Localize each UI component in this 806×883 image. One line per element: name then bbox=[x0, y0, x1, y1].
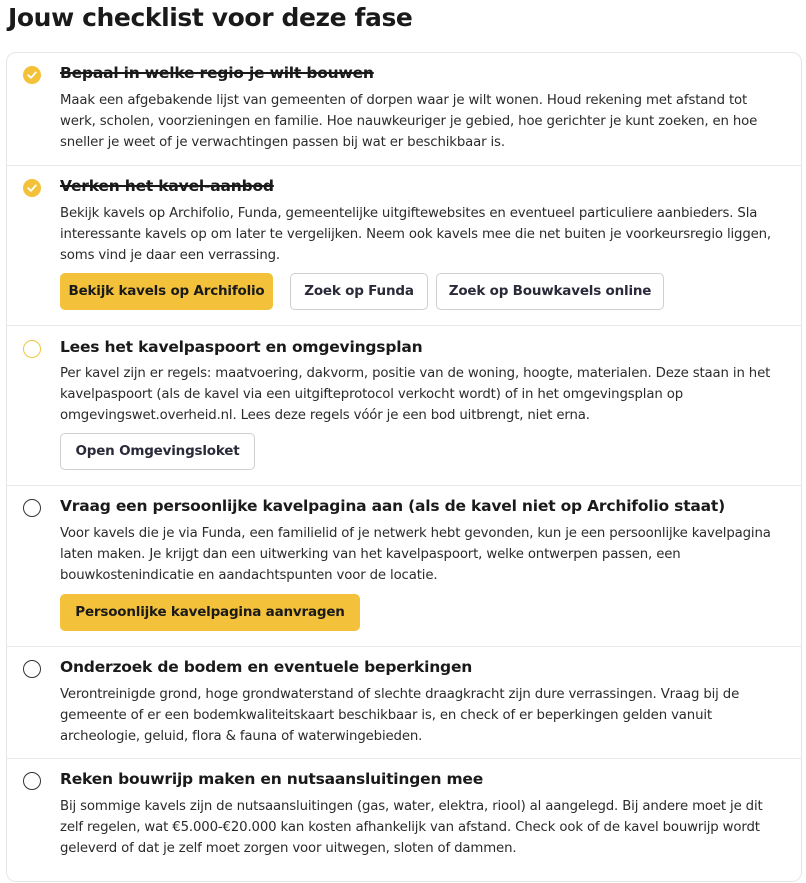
checklist-item-region bbox=[7, 53, 801, 165]
item-description: Maak een afgebakende lijst van gemeenten of dorpen waar je wilt wonen. Houd rekening met afstand tot werk, scholen, voorzieningen en familie. Hoe nauwkeuriger je gebied, hoe gerichter je kunt zoeken, en hoe sneller je weet of je verwachtingen passen bij wat er beschikbaar is. bbox=[60, 93, 758, 150]
item-title: Onderzoek de bodem en eventuele beperkingen bbox=[60, 658, 473, 676]
item-description: Bekijk kavels op Archifolio, Funda, gemeentelijke uitgiftewebsites en eventueel particuliere aanbieders. Sla interessante kavels op om later te vergelijken. Neem ook kavels mee die net buiten je voorkeursregio liggen, soms vind je daar een verrassing. bbox=[60, 206, 772, 263]
item-title: Bepaal in welke regio je wilt bouwen bbox=[60, 64, 374, 82]
checklist-item-kavelpaspoort bbox=[7, 325, 801, 485]
omgevingsloket-button[interactable]: Open Omgevingsloket bbox=[60, 433, 255, 470]
kavelpagina-aanvragen-button[interactable]: Persoonlijke kavelpagina aanvragen bbox=[60, 594, 360, 631]
circle-outline-icon[interactable] bbox=[23, 340, 41, 358]
item-title: Lees het kavelpaspoort en omgevingsplan bbox=[60, 338, 423, 356]
item-title: Reken bouwrijp maken en nutsaansluitingen mee bbox=[60, 770, 484, 788]
check-circle-icon[interactable] bbox=[23, 179, 41, 197]
archifolio-kavels-button[interactable]: Bekijk kavels op Archifolio bbox=[60, 273, 273, 310]
item-description: Voor kavels die je via Funda, een familielid of je netwerk hebt gevonden, kun je een persoonlijke kavelpagina laten maken. Je krijgt dan een uitwerking van het kavelpaspoort, welke ontwerpen passen, een bouwkostenindicatie en aandachtspunten voor de locatie. bbox=[60, 526, 771, 583]
item-title: Verken het kavel-aanbod bbox=[60, 177, 274, 195]
circle-outline-icon[interactable] bbox=[23, 772, 41, 790]
checklist-card bbox=[6, 52, 802, 882]
item-description: Per kavel zijn er regels: maatvoering, dakvorm, positie van de woning, hoogte, materialen. Deze staan in het kavelpaspoort (als de kavel via een uitgifteprotocol verkocht wordt) of in het omgevingsplan op omgevingswet.overheid.nl. Lees deze regels vóór je een bod uitbrengt, niet erna. bbox=[60, 366, 771, 423]
checklist-item-kavel-aanbod bbox=[7, 165, 801, 325]
item-description: Verontreinigde grond, hoge grondwaterstand of slechte draagkracht zijn dure verrassingen. Vraag bij de gemeente of er een bodemkwaliteitskaart beschikbaar is, en check of er beperkingen gelden vanuit archeologie, geluid, flora & fauna of waterwingebieden. bbox=[60, 687, 740, 744]
page-title: Jouw checklist voor deze fase bbox=[8, 3, 413, 32]
checklist-item-persoonlijke-kavelpagina bbox=[7, 485, 801, 646]
checklist-item-bodem bbox=[7, 646, 801, 758]
item-description: Bij sommige kavels zijn de nutsaansluitingen (gas, water, elektra, riool) al aangelegd. Bij andere moet je dit zelf regelen, wat €5.000-€20.000 kan kosten afhankelijk van afstand. Check ook of de kavel bouwrijp wordt geleverd of dat je zelf moet zorgen voor uitwegen, sloten of dammen. bbox=[60, 799, 763, 856]
check-circle-icon[interactable] bbox=[23, 66, 41, 84]
circle-outline-icon[interactable] bbox=[23, 499, 41, 517]
bouwkavels-online-button[interactable]: Zoek op Bouwkavels online bbox=[436, 273, 664, 310]
circle-outline-icon[interactable] bbox=[23, 660, 41, 678]
funda-search-button[interactable]: Zoek op Funda bbox=[290, 273, 428, 310]
checklist-item-nutsaansluitingen bbox=[7, 758, 801, 883]
item-title: Vraag een persoonlijke kavelpagina aan (als de kavel niet op Archifolio staat) bbox=[60, 497, 726, 515]
